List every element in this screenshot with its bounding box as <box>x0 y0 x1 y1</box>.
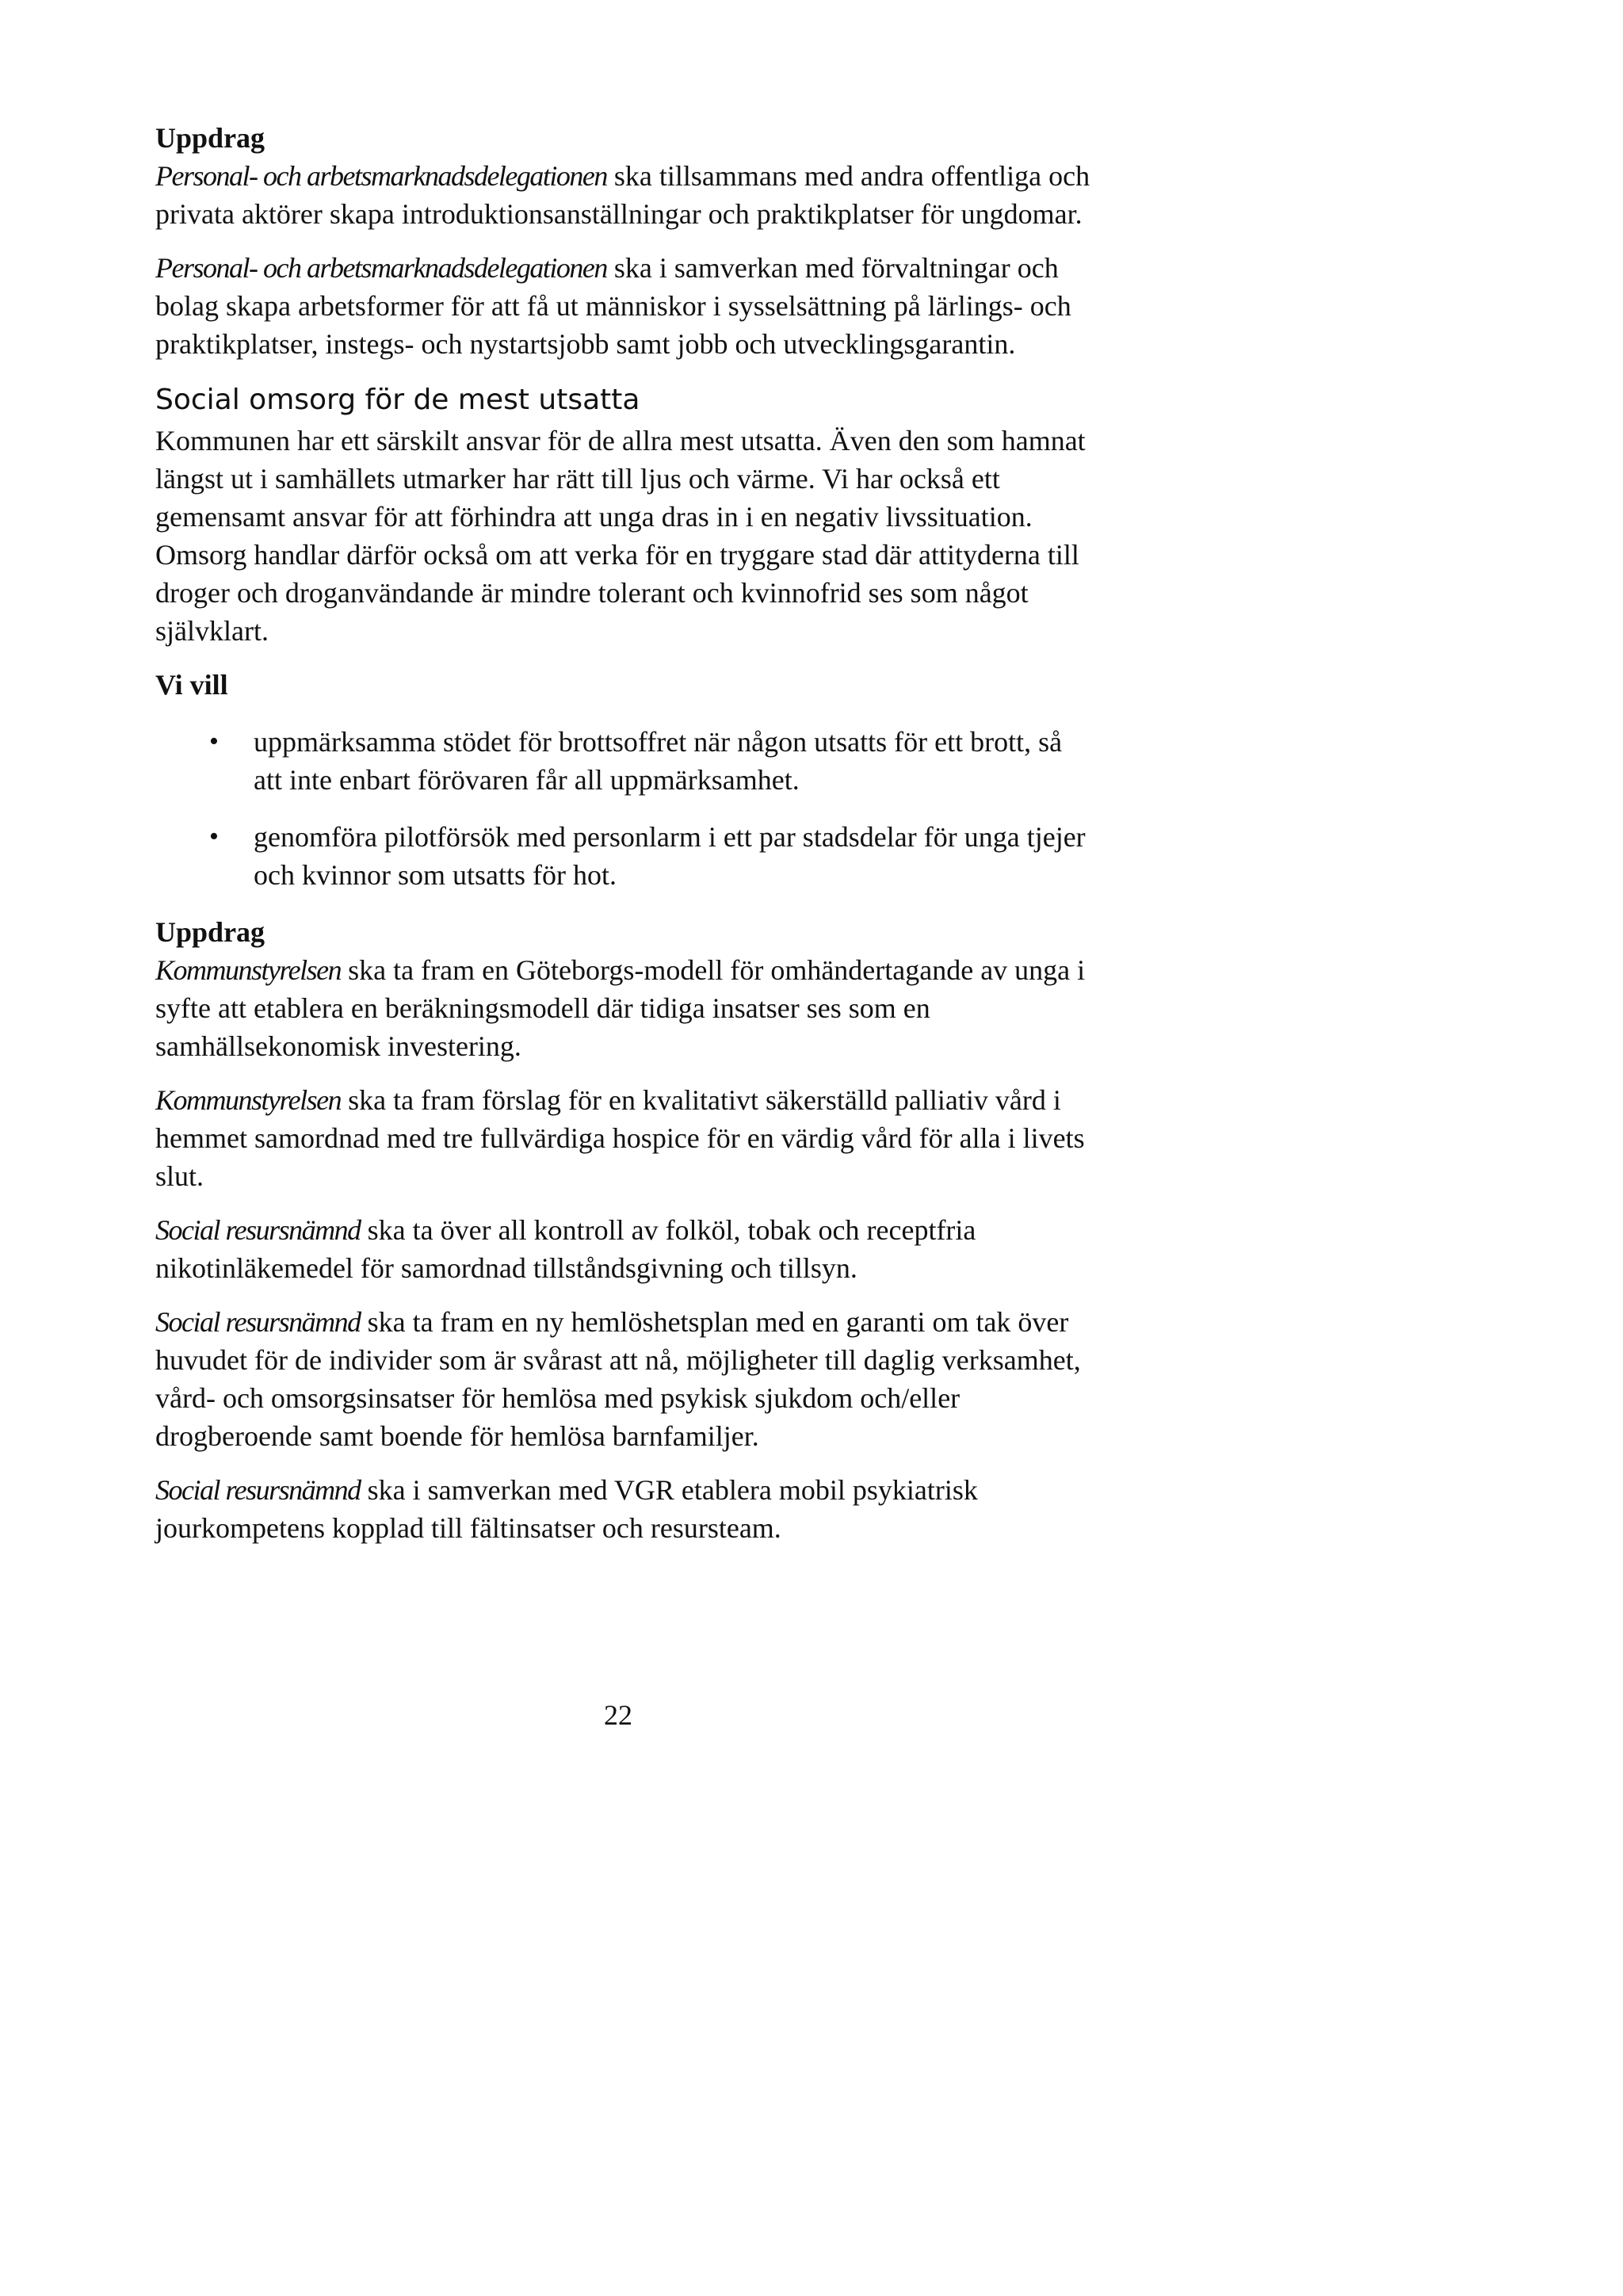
goal-list <box>155 723 1090 894</box>
assignment-paragraph <box>155 951 1090 1065</box>
list-item <box>155 818 1090 894</box>
responsible-body: Personal- och arbetsmarknadsdelegationen <box>155 252 607 284</box>
responsible-body: Social resursnämnd <box>155 1214 361 1246</box>
uppdrag-heading: Uppdrag <box>155 122 265 154</box>
assignment-paragraph <box>155 1081 1090 1195</box>
section-heading: Social omsorg för de mest utsatta <box>155 384 640 416</box>
assignment-paragraph <box>155 1211 1090 1287</box>
page-number: 22 <box>604 1699 632 1731</box>
vi-vill-label: Vi vill <box>155 669 228 701</box>
list-item-text: genomföra pilotförsök med personlarm i ett par stadsdelar för unga tjejer och kvinnor som utsatts för hot. <box>254 821 1086 891</box>
assignment-paragraph <box>155 1471 1090 1547</box>
responsible-body: Personal- och arbetsmarknadsdelegationen <box>155 160 607 192</box>
bullet-icon: • <box>209 822 219 851</box>
assignment-paragraph <box>155 1303 1090 1455</box>
assignment-text: ska ta fram en Göteborgs-modell för omhändertagande av unga i syfte att etablera en beräkningsmodell där tidiga insatser ses som en samhällsekonomisk investering. <box>155 954 1086 1062</box>
document-page <box>155 119 1090 1563</box>
list-item <box>155 723 1090 799</box>
assignment-paragraph <box>155 249 1090 363</box>
assignment-text: ska i samverkan med förvaltningar och bolag skapa arbetsformer för att få ut människor i sysselsättning på lärlings- och praktikplatser, instegs- och nystartsjobb samt jobb och utvecklingsgarantin. <box>155 252 1071 360</box>
assignment-text: ska ta över all kontroll av folköl, tobak och receptfria nikotinläkemedel för samordnad tillståndsgivning och tillsyn. <box>155 1214 976 1284</box>
responsible-body: Kommunstyrelsen <box>155 1084 342 1116</box>
assignment-text: ska ta fram förslag för en kvalitativt säkerställd palliativ vård i hemmet samordnad med tre fullvärdiga hospice för en värdig vård för alla i livets slut. <box>155 1084 1085 1192</box>
responsible-body: Social resursnämnd <box>155 1474 361 1506</box>
assignment-text: ska ta fram en ny hemlöshetsplan med en garanti om tak över huvudet för de individer som är svårast att nå, möjligheter till daglig verksamhet, vård- och omsorgsinsatser för hemlösa med psykisk sjukdom och/eller drogberoende samt boende för hemlösa barnfamiljer. <box>155 1306 1081 1452</box>
section-intro: Kommunen har ett särskilt ansvar för de allra mest utsatta. Även den som hamnat längst ut i samhällets utmarker har rätt till ljus och värme. Vi har också ett gemensamt ansvar för att förhindra att unga dras in i en negativ livssituation. Omsorg handlar därför också om att verka för en tryggare stad där attityderna till droger och droganvändande är mindre tolerant och kvinnofrid ses som något självklart. <box>155 425 1086 647</box>
list-item-text: uppmärksamma stödet för brottsoffret när någon utsatts för ett brott, så att inte enbart förövaren får all uppmärksamhet. <box>254 726 1063 796</box>
assignment-text: ska tillsammans med andra offentliga och privata aktörer skapa introduktionsanställningar och praktikplatser för ungdomar. <box>155 160 1090 230</box>
assignment-paragraph <box>155 157 1090 233</box>
bullet-icon: • <box>209 727 219 756</box>
responsible-body: Kommunstyrelsen <box>155 954 342 986</box>
uppdrag-heading: Uppdrag <box>155 916 265 948</box>
responsible-body: Social resursnämnd <box>155 1306 361 1338</box>
assignment-text: ska i samverkan med VGR etablera mobil psykiatrisk jourkompetens kopplad till fältinsatser och resursteam. <box>155 1474 978 1544</box>
